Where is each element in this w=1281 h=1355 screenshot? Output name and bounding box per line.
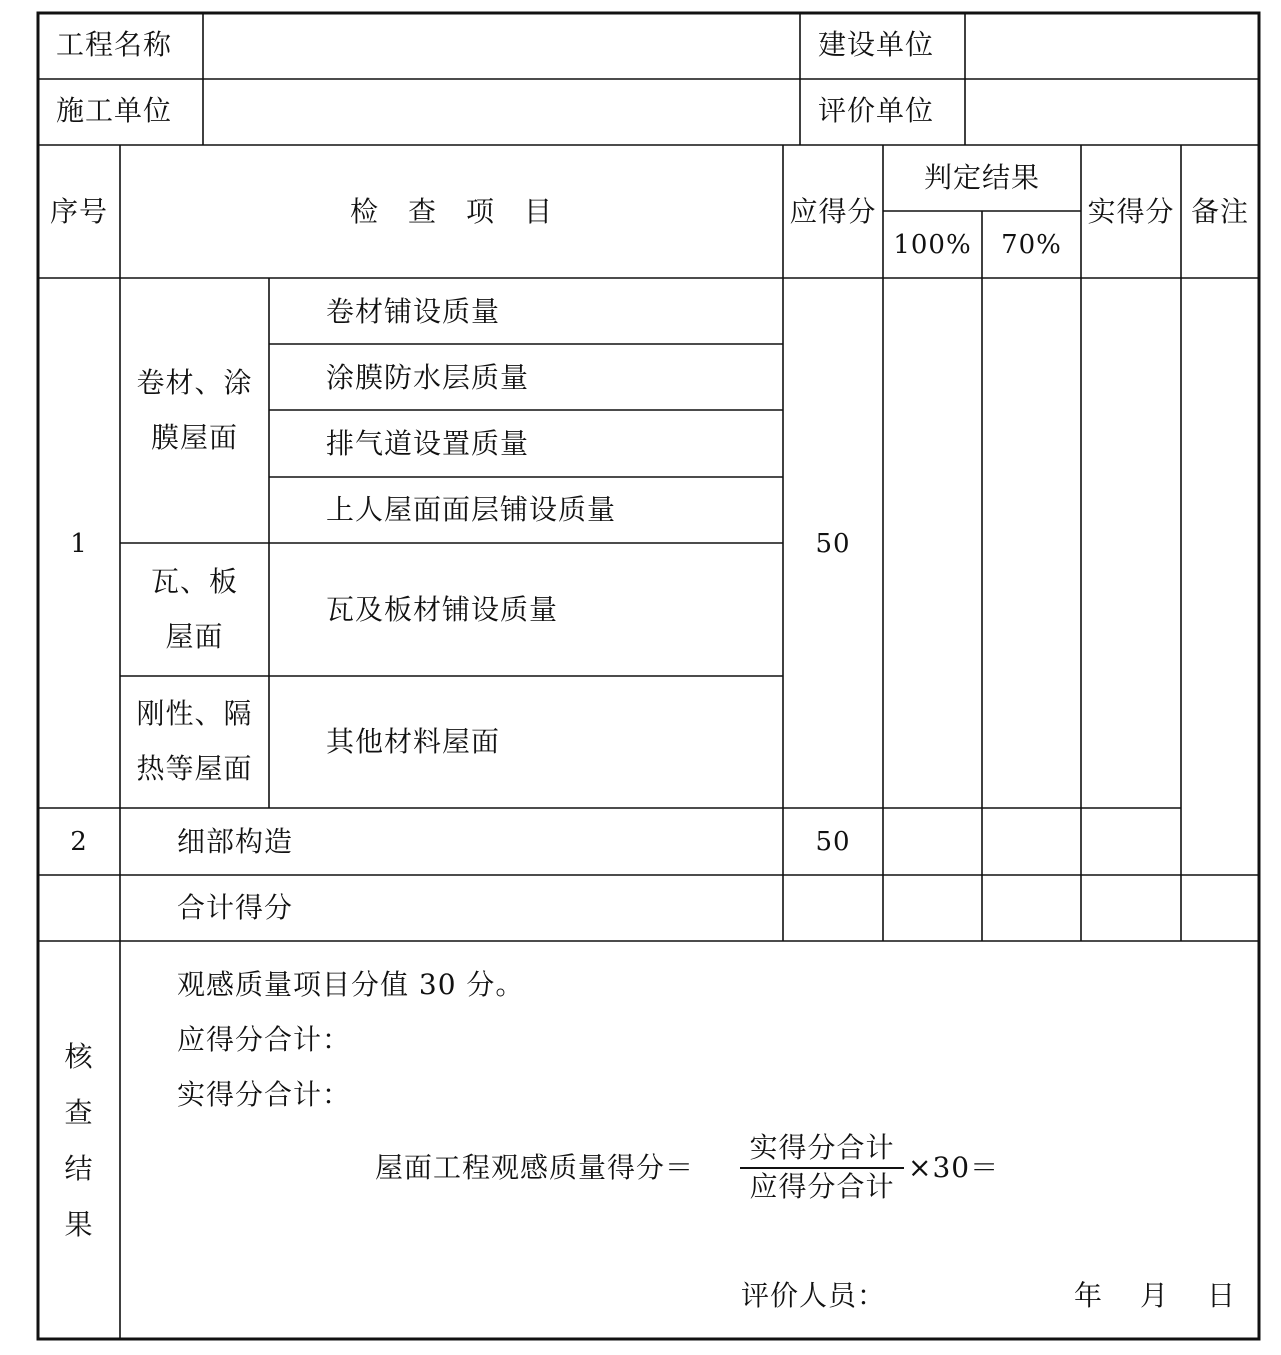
- col-header-remarks: 备注: [1190, 195, 1249, 228]
- category-coil-membrane-line1: 卷材、涂: [136, 366, 253, 399]
- item-accessible-roof-surface: 上人屋面面层铺设质量: [326, 493, 617, 526]
- date-month-label: 月: [1140, 1279, 1170, 1312]
- col-header-item: 检 查 项 目: [349, 195, 553, 228]
- col-header-pct-100: 100%: [893, 230, 972, 260]
- category-tile-panel-line2: 屋面: [165, 620, 224, 653]
- formula-right: ×30＝: [908, 1151, 1000, 1184]
- evaluator-person-label: 评价人员：: [741, 1279, 887, 1312]
- date-year-label: 年: [1074, 1279, 1104, 1312]
- category-coil-membrane-line2: 膜屋面: [150, 421, 238, 454]
- row-due-score-2: 50: [815, 827, 851, 857]
- category-rigid-insulation-line2: 热等屋面: [136, 752, 253, 785]
- category-rigid-insulation-line1: 刚性、隔: [136, 697, 253, 730]
- formula-left: 屋面工程观感质量得分＝: [375, 1151, 695, 1184]
- col-header-due-score: 应得分: [789, 195, 877, 228]
- item-vent-duct: 排气道设置质量: [326, 427, 530, 460]
- check-result-label-1: 核: [64, 1040, 94, 1073]
- check-result-label-4: 果: [64, 1208, 94, 1241]
- item-other-material-roof: 其他材料屋面: [326, 725, 501, 758]
- col-header-seq: 序号: [49, 195, 108, 228]
- col-header-judgement: 判定结果: [923, 161, 1040, 194]
- formula-numerator: 实得分合计: [749, 1131, 895, 1164]
- total-score-label: 合计得分: [177, 891, 294, 924]
- item-detail-construction: 细部构造: [177, 825, 294, 858]
- evaluator-unit-label: 评价单位: [818, 94, 935, 127]
- category-tile-panel-line1: 瓦、板: [150, 565, 238, 598]
- item-membrane-waterproof: 涂膜防水层质量: [326, 361, 530, 394]
- formula-fraction-bar: [740, 1167, 904, 1169]
- project-name-label: 工程名称: [56, 28, 173, 61]
- col-header-actual-score: 实得分: [1087, 195, 1175, 228]
- actual-score-total-label: 实得分合计：: [177, 1078, 352, 1111]
- item-coil-laying: 卷材铺设质量: [326, 295, 501, 328]
- check-result-label-3: 结: [64, 1152, 94, 1185]
- builder-label: 建设单位: [818, 28, 935, 61]
- score-value-note: 观感质量项目分值 30 分。: [177, 968, 525, 1001]
- col-header-pct-70: 70%: [1001, 230, 1062, 260]
- contractor-label: 施工单位: [56, 94, 173, 127]
- row-due-score-1: 50: [815, 529, 851, 559]
- row-seq-2: 2: [70, 827, 88, 857]
- row-seq-1: 1: [70, 529, 88, 559]
- item-tile-panel-laying: 瓦及板材铺设质量: [326, 593, 559, 626]
- check-result-label-2: 查: [64, 1096, 94, 1129]
- due-score-total-label: 应得分合计：: [177, 1023, 352, 1056]
- formula-denominator: 应得分合计: [749, 1170, 895, 1203]
- date-day-label: 日: [1207, 1279, 1237, 1312]
